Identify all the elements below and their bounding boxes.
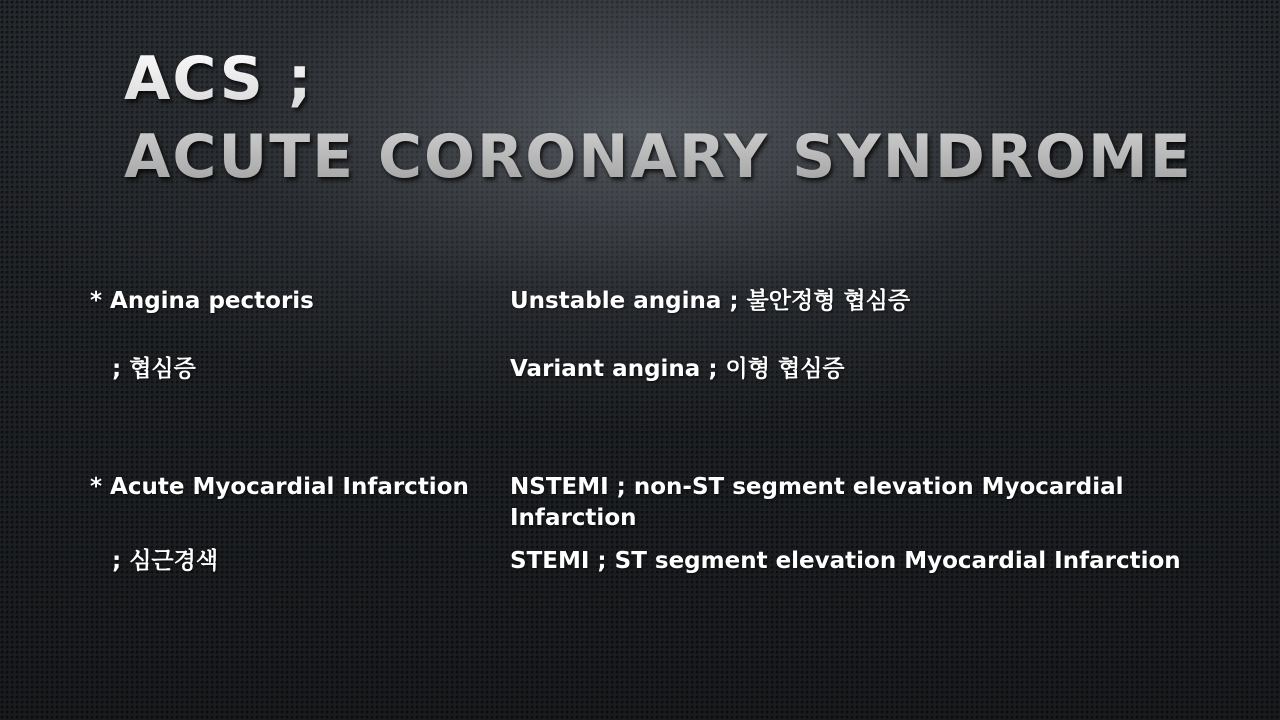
angina-pectoris-korean: ; 협심증 <box>112 356 196 382</box>
angina-pectoris-label: * Angina pectoris <box>90 288 314 314</box>
title-line-2: ACUTE CORONARY SYNDROME <box>124 122 1193 192</box>
acute-mi-label: * Acute Myocardial Infarction <box>90 474 469 500</box>
variant-angina-text: Variant angina ; 이형 협심증 <box>510 356 845 382</box>
unstable-angina-text: Unstable angina ; 불안정형 협심증 <box>510 288 911 314</box>
nstemi-text: NSTEMI ; non-ST segment elevation Myocardial Infarction <box>510 474 1124 531</box>
acute-mi-korean: ; 심근경색 <box>112 548 219 574</box>
stemi-text: STEMI ; ST segment elevation Myocardial Infarction <box>510 548 1181 574</box>
slide-title <box>124 40 1224 196</box>
title-line-1: ACS ; <box>124 44 314 114</box>
